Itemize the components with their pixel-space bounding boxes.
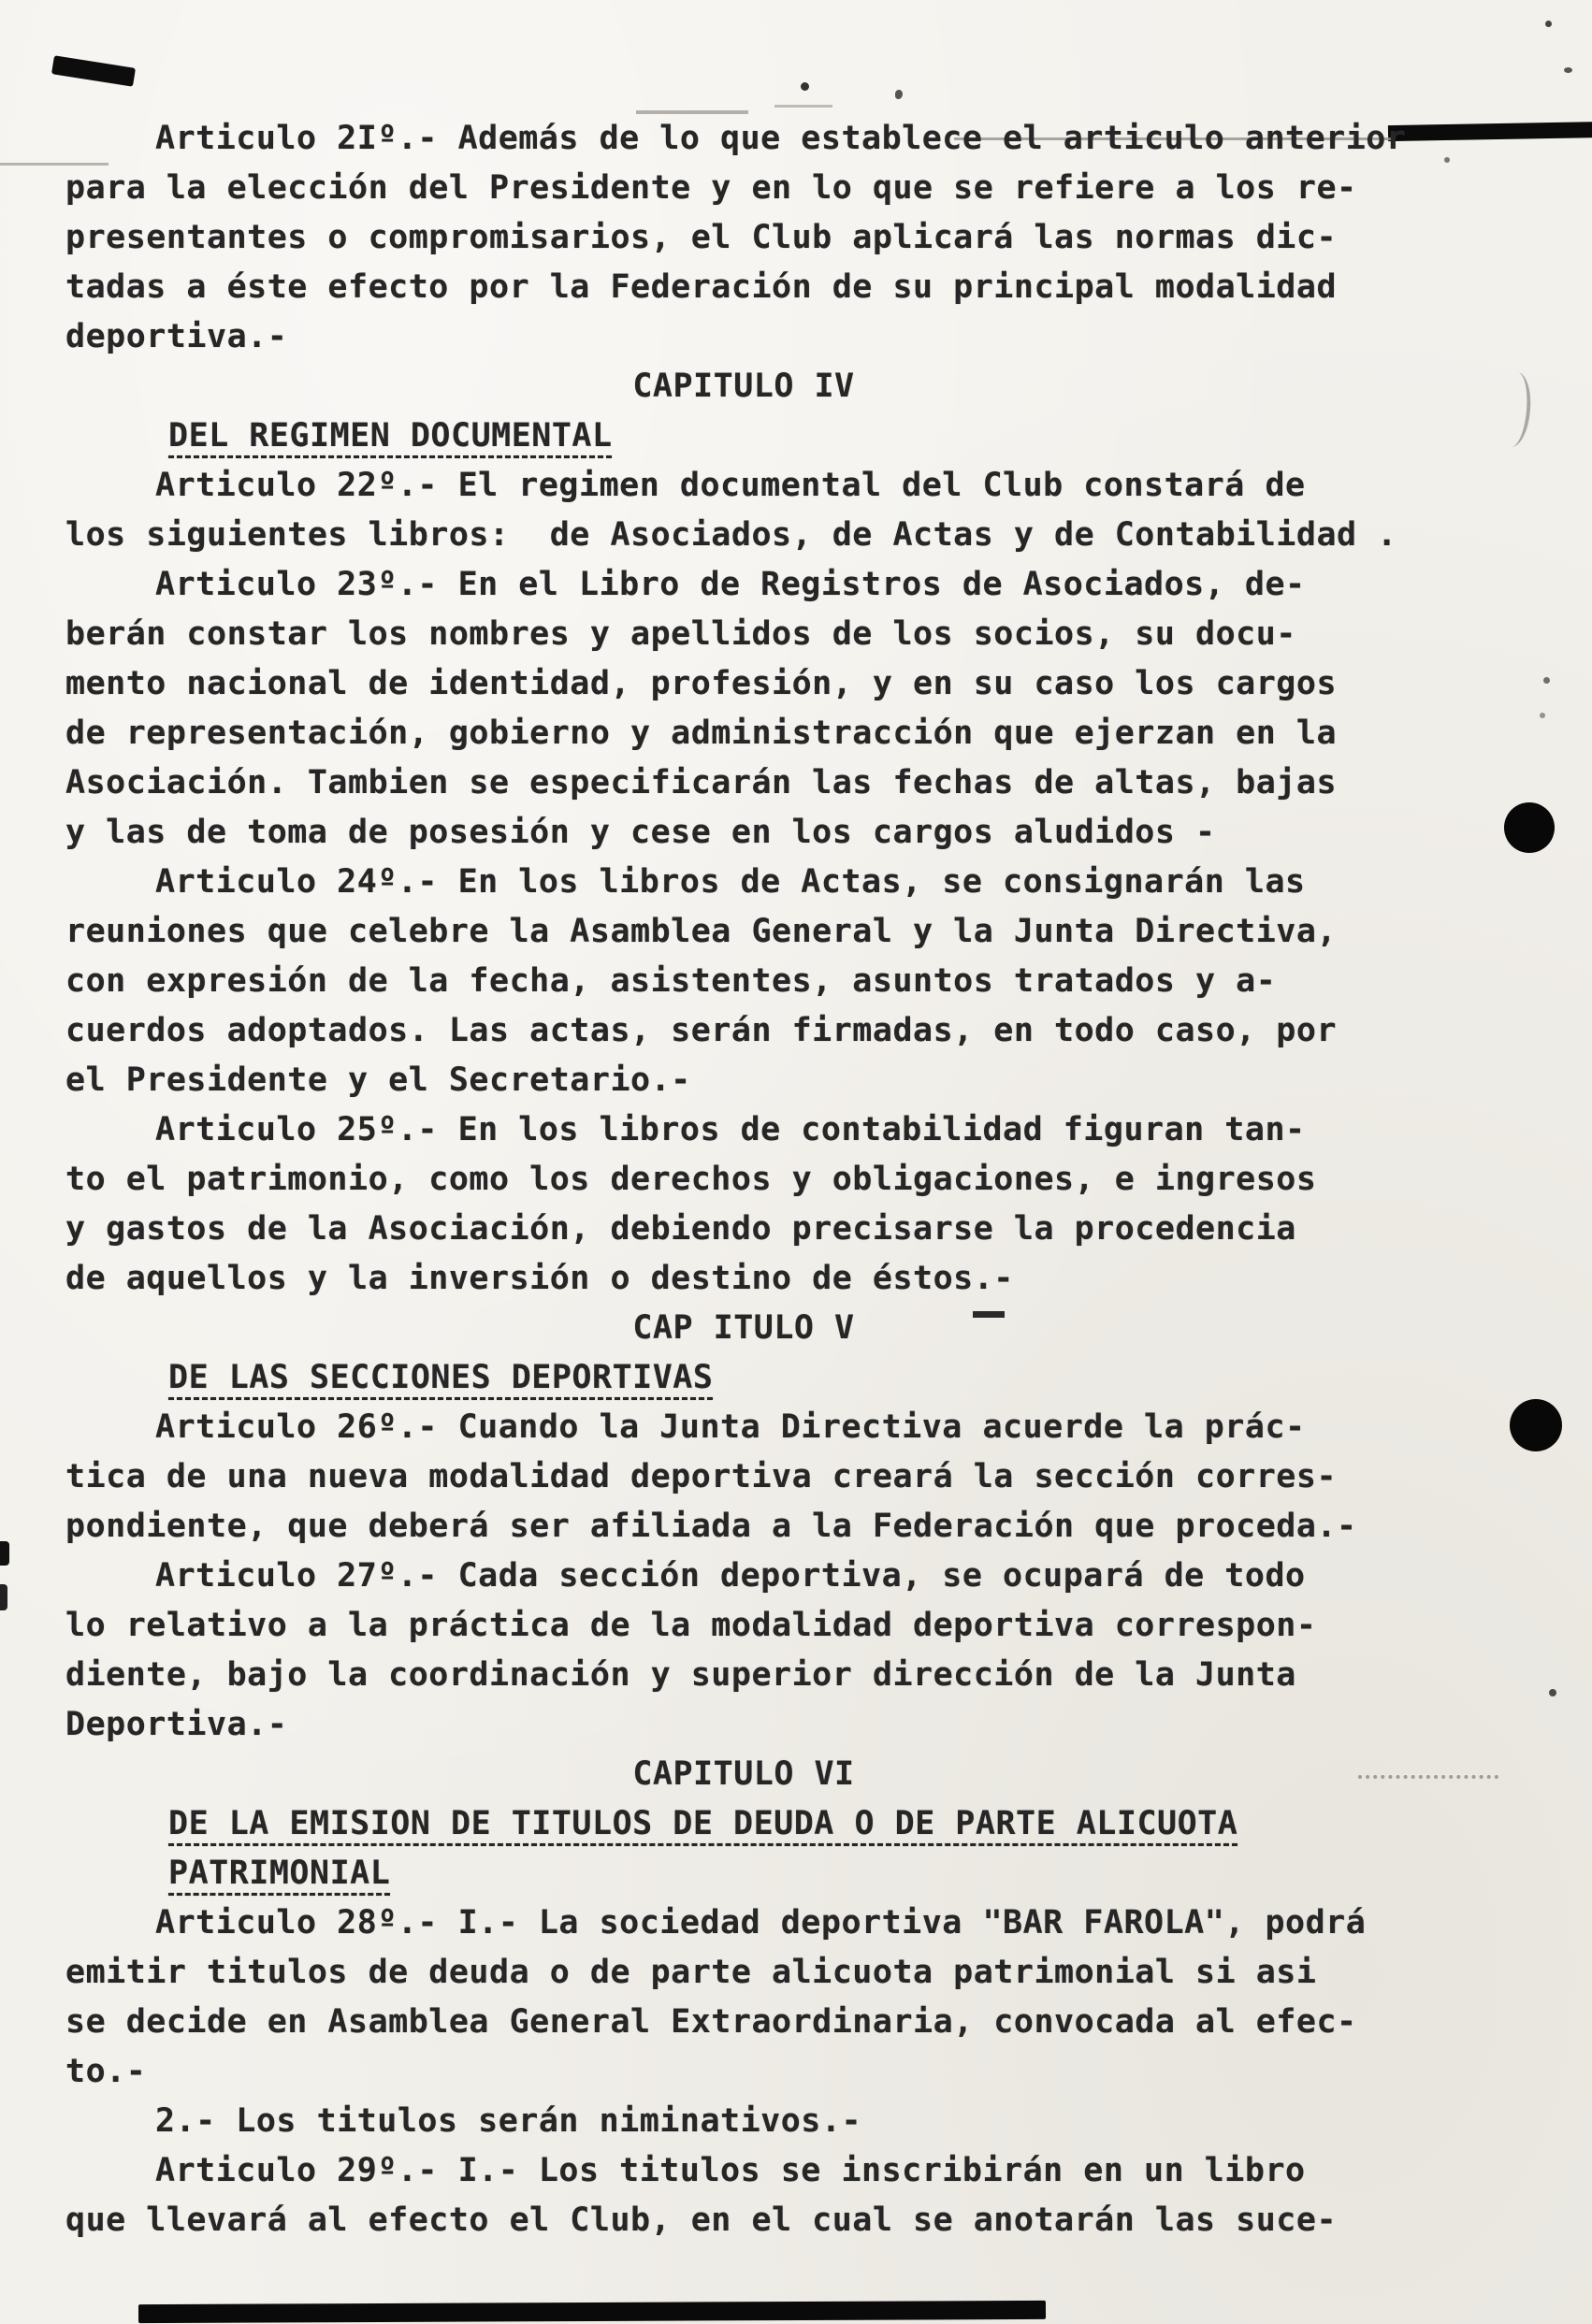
scan-speck <box>1543 677 1550 684</box>
chapter-title: CAP ITULO V <box>632 1309 855 1347</box>
text-line: berán constar los nombres y apellidos de los socios, su docu- <box>65 615 1296 653</box>
text-line: que llevará al efecto el Club, en el cual se anotarán las suce- <box>65 2201 1338 2239</box>
text-line: pondiente, que deberá ser afiliada a la Federación que proceda.- <box>65 1508 1357 1545</box>
text-line: to.- <box>65 2053 147 2090</box>
text-line: Asociación. Tambien se especificarán las fechas de altas, bajas <box>65 764 1338 801</box>
text-line: Articulo 24º.- En los libros de Actas, se consignarán las <box>155 863 1306 901</box>
text-line: los siguientes libros: de Asociados, de Actas y de Contabilidad . <box>65 516 1397 554</box>
text-line: Articulo 23º.- En el Libro de Registros de Asociados, de- <box>155 566 1306 603</box>
text-line: Articulo 22º.- El regimen documental del Club constará de <box>155 467 1306 504</box>
text-line: para la elección del Presidente y en lo que se refiere a los re- <box>65 169 1357 207</box>
text-line: Articulo 26º.- Cuando la Junta Directiva acuerde la prác- <box>155 1408 1306 1446</box>
text-line: Articulo 28º.- I.- La sociedad deportiva "BAR FAROLA", podrá <box>155 1904 1367 1941</box>
scan-speck <box>1444 157 1450 163</box>
scan-dash-artifact <box>774 105 832 108</box>
text-line: de aquellos y la inversión o destino de éstos.- <box>65 1260 1014 1297</box>
scan-speck <box>1549 1689 1556 1696</box>
scan-edge-mark <box>0 1541 9 1566</box>
section-heading: DEL REGIMEN DOCUMENTAL <box>168 417 613 455</box>
text-line: reuniones que celebre la Asamblea General y la Junta Directiva, <box>65 913 1338 950</box>
text-line: se decide en Asamblea General Extraordinaria, convocada al efec- <box>65 2003 1357 2041</box>
hole-punch-dot <box>1510 1399 1562 1451</box>
section-heading: DE LAS SECCIONES DEPORTIVAS <box>168 1359 714 1396</box>
hole-punch-dot <box>1504 802 1555 853</box>
section-heading: PATRIMONIAL <box>168 1855 391 1892</box>
text-line: emitir titulos de deuda o de parte alicuota patrimonial si asi <box>65 1954 1317 1991</box>
text-line: con expresión de la fecha, asistentes, asuntos tratados y a- <box>65 962 1277 1000</box>
scan-speck <box>1540 713 1545 718</box>
text-line: presentantes o compromisarios, el Club aplicará las normas dic- <box>65 219 1338 256</box>
text-line: 2.- Los titulos serán niminativos.- <box>155 2102 862 2140</box>
text-line: mento nacional de identidad, profesión, y en su caso los cargos <box>65 665 1338 702</box>
text-line: Deportiva.- <box>65 1706 288 1743</box>
scan-speck <box>895 90 903 99</box>
document-text <box>65 114 1422 2245</box>
text-line: y las de toma de posesión y cese en los cargos aludidos - <box>65 814 1216 851</box>
scan-speck <box>801 82 809 91</box>
text-line: de representación, gobierno y administracción que ejerzan en la <box>65 715 1338 752</box>
text-line: Articulo 2Iº.- Además de lo que establece el articulo anterior <box>155 120 1407 157</box>
text-line: deportiva.- <box>65 318 288 355</box>
text-line: Articulo 29º.- I.- Los titulos se inscribirán en un libro <box>155 2152 1306 2189</box>
text-line: y gastos de la Asociación, debiendo precisarse la procedencia <box>65 1210 1296 1248</box>
text-line: lo relativo a la práctica de la modalidad deportiva correspon- <box>65 1607 1317 1644</box>
text-line: diente, bajo la coordinación y superior dirección de la Junta <box>65 1656 1296 1694</box>
scan-edge-mark <box>0 1584 7 1610</box>
scan-curve-artifact <box>1496 371 1534 449</box>
scan-bar-bottom <box>138 2301 1046 2323</box>
scan-speck <box>1564 67 1572 73</box>
chapter-title: CAPITULO IV <box>632 368 855 405</box>
text-line: to el patrimonio, como los derechos y obligaciones, e ingresos <box>65 1161 1317 1198</box>
chapter-title: CAPITULO VI <box>632 1755 855 1793</box>
section-heading: DE LA EMISION DE TITULOS DE DEUDA O DE PARTE ALICUOTA <box>168 1805 1238 1842</box>
text-line: el Presidente y el Secretario.- <box>65 1061 691 1099</box>
scan-speck <box>1545 21 1552 27</box>
text-line: tica de una nueva modalidad deportiva creará la sección corres- <box>65 1458 1338 1495</box>
text-line: Articulo 25º.- En los libros de contabilidad figuran tan- <box>155 1111 1306 1148</box>
scan-smudge-icon <box>51 55 136 87</box>
text-line: Articulo 27º.- Cada sección deportiva, se ocupará de todo <box>155 1557 1306 1595</box>
text-line: tadas a éste efecto por la Federación de su principal modalidad <box>65 268 1338 306</box>
text-line: cuerdos adoptados. Las actas, serán firmadas, en todo caso, por <box>65 1012 1338 1049</box>
